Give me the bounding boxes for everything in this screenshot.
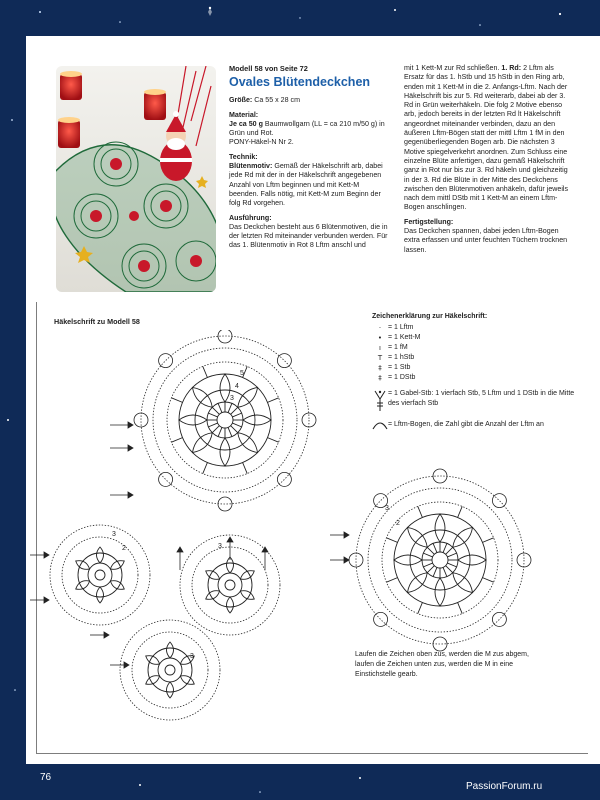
- legend-text: = Lftm-Bogen, die Zahl gibt die Anzahl der Lftm an: [388, 421, 544, 428]
- svg-text:3: 3: [218, 543, 222, 550]
- svg-text:3: 3: [385, 505, 389, 512]
- legend-text: = 1 fM: [388, 344, 408, 351]
- page-number: 76: [40, 772, 52, 783]
- svg-text:5: 5: [240, 370, 244, 377]
- legend-text: = 1 hStb: [388, 354, 415, 361]
- stitch-note: Laufen die Zeichen oben zus, werden die M zus abgem, laufen die Zeichen unten zus, werden die M in eine Einstichstelle gearb.: [355, 651, 529, 678]
- legend-text: = 1 Kett-M: [388, 334, 421, 341]
- instructions-text: [404, 64, 571, 213]
- execution-heading: Ausführung:: [229, 213, 272, 222]
- material-hook: PONY-Häkel-N Nr 2.: [229, 138, 294, 147]
- legend-text: = 1 Stb: [388, 364, 411, 371]
- legend-text: = 1 Gabel-Stb: 1 vierfach Stb, 5 Lftm und 1 DStb in die Mitte des vierfach Stb: [388, 390, 575, 407]
- flower-motif-right: [349, 469, 531, 651]
- technique-body: Gemäß der Häkelschrift arb, dabei jede Rd mit der in der Häkelschrift angegebenen Anzahl von Lftm beginnen und mit Kett-M beenden. Falls nötig, mit Kett-M zum Beginn der folg Rd vorgehen.: [229, 162, 383, 208]
- pattern-title: Ovales Blütendeckchen: [229, 75, 371, 90]
- legend-text: = 1 DStb: [388, 374, 416, 381]
- svg-text:3: 3: [230, 395, 234, 402]
- instructions-part-a: mit 1 Kett-M zur Rd schließen.: [404, 64, 502, 72]
- flower-motif-left: [50, 525, 150, 625]
- single-crochet-symbol: ı: [379, 344, 381, 352]
- flower-motif-top: [134, 330, 316, 511]
- svg-text:3: 3: [112, 531, 116, 538]
- slip-stitch-symbol: •: [377, 334, 383, 342]
- round-1-label: 1. Rd:: [501, 64, 522, 72]
- material-yarn: Baumwollgarn (LL = ca 210 m/50 g) in Grün und Rot.: [229, 119, 385, 138]
- svg-text:4: 4: [235, 383, 239, 390]
- material-line: [229, 120, 389, 139]
- size-line: [229, 96, 389, 105]
- treble-crochet-symbol: ‡: [378, 374, 382, 382]
- text-column-right: [404, 64, 571, 255]
- technique-heading: Technik:: [229, 152, 258, 161]
- flower-motif-bottom: [120, 620, 220, 720]
- finishing-text: Das Deckchen spannen, dabei jeden Lftm-Bogen extra erfassen und unter feuchten Tüchern trocknen lassen.: [404, 227, 568, 254]
- execution-text: Das Deckchen besteht aus 6 Blütenmotiven, die in der letzten Rd miteinander verbunden werden. Für das 1. Blütenmotiv in Rot 8 Lftm anschl und: [229, 222, 388, 250]
- technique-lead: Blütenmotiv:: [229, 162, 273, 171]
- doily-photo: [56, 66, 216, 292]
- chain-symbol: ·: [378, 324, 382, 332]
- double-crochet-symbol: ‡: [378, 364, 382, 372]
- text-column-left: [229, 64, 389, 251]
- material-amount: Je ca 50 g: [229, 119, 263, 128]
- svg-text:3: 3: [190, 653, 194, 660]
- svg-text:2: 2: [396, 520, 400, 527]
- legend-title: Zeichenerklärung zur Häkelschrift:: [372, 313, 488, 320]
- finishing-heading: Fertigstellung:: [404, 217, 454, 226]
- site-watermark: PassionForum.ru: [466, 781, 543, 792]
- legend-text: = 1 Lftm: [388, 324, 414, 331]
- size-label: Größe:: [229, 96, 253, 105]
- technique-text: [229, 162, 389, 208]
- material-heading: Material:: [229, 110, 259, 119]
- model-reference: Modell 58 von Seite 72: [229, 64, 308, 73]
- size-value: Ca 55 x 28 cm: [252, 96, 300, 105]
- svg-text:2: 2: [122, 545, 126, 552]
- chart-title: Häkelschrift zu Modell 58: [54, 317, 140, 326]
- instructions-part-b: 2 Lftm als Ersatz für das 1. hStb und 15 hStb in den Ring arb, enden mit 1 Kett-M in die 2. Anfangs-Lftm. Nach der Häkelschrift bis zur 5. Rd weiterarb, dabei ab der 3. Rd in Grün weiterhäkeln. Die folg 2 Motive ebenso arb, jedoch bereits in der letzten Rd lt Häkelschrift angeordnet miteinander verbinden, dazu an den äußeren Lftm-Bögen statt der mittl Lftm 1 fM in den gegenüberliegenden Bogen arb. Die nächsten 3 Motive spiegelverkehrt anordnen. Zum Schluss eine einzelne Blüte anfertigen, dazu gemäß Häkelschrift ganz in Rot nur bis zur 3. Rd häkeln und gleichzeitig in der 3. Rd die Blüte in der Mitte des Deckchens zwischen den Blütenmotiven anhäkeln, dafür jeweils nach dem mittl DStb mit 1 Kett-M an einem Lftm-Bogen anschlingen.: [404, 64, 569, 212]
- half-double-symbol: T: [377, 354, 383, 362]
